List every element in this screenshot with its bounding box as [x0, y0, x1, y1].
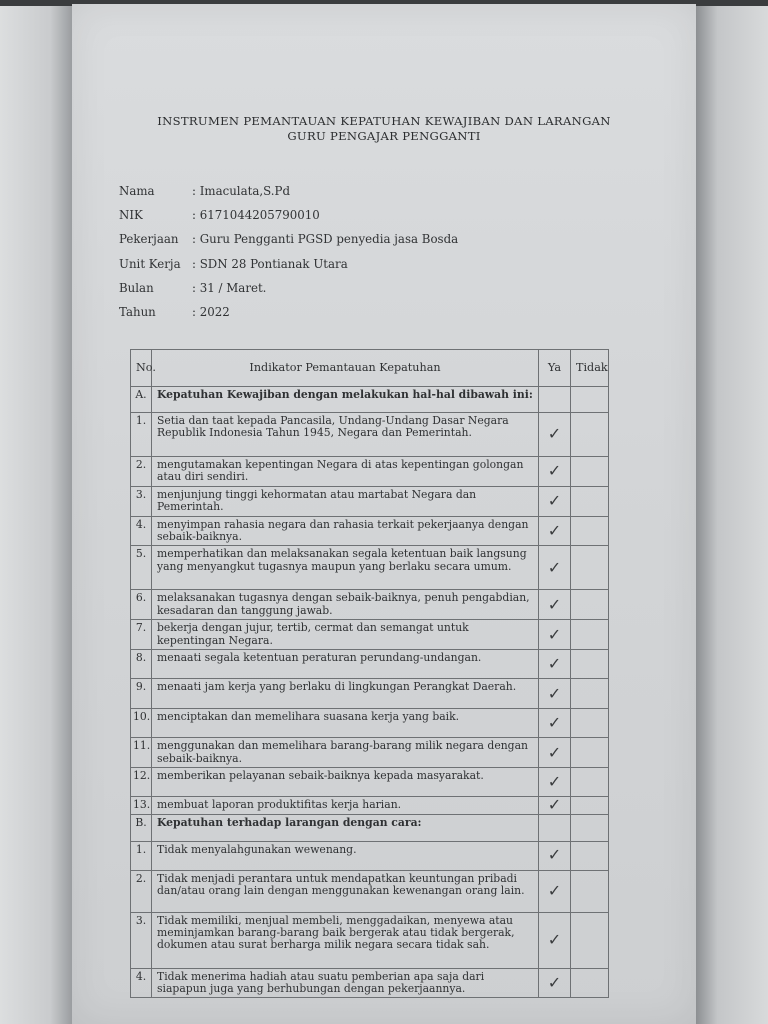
tidak-check [571, 620, 609, 650]
section-row [131, 387, 609, 413]
info-value: : 31 / Maret. [192, 280, 267, 295]
ya-check: ✓ [539, 738, 571, 768]
tidak-check [571, 738, 609, 768]
monitoring-table [130, 349, 609, 998]
table-row [131, 486, 609, 516]
info-value: : SDN 28 Pontianak Utara [192, 256, 348, 271]
background-right [696, 0, 768, 1024]
identity-info [119, 184, 639, 329]
indicator-text: Kepatuhan Kewajiban dengan melakukan hal-hal dibawah ini: [152, 387, 539, 413]
tidak-check [571, 968, 609, 998]
table-row [131, 841, 609, 870]
indicator-text: memberikan pelayanan sebaik-baiknya kepada masyarakat. [152, 768, 539, 797]
indicator-text: melaksanakan tugasnya dengan sebaik-baiknya, penuh pengabdian, kesadaran dan tanggung jawab. [152, 590, 539, 620]
row-number: 6. [131, 590, 152, 620]
indicator-text: memperhatikan dan melaksanakan segala ketentuan baik langsung yang menyangkut tugasnya maupun yang berlaku secara umum. [152, 546, 539, 590]
monitoring-table-wrapper [130, 349, 609, 998]
table-row [131, 768, 609, 797]
row-number: 3. [131, 486, 152, 516]
row-number: A. [131, 387, 152, 413]
tidak-check [571, 546, 609, 590]
info-row [119, 305, 639, 329]
row-number: B. [131, 814, 152, 841]
ya-check: ✓ [539, 679, 571, 709]
table-body [131, 387, 609, 998]
info-row [119, 281, 639, 305]
table-row [131, 709, 609, 738]
info-row [119, 257, 639, 281]
section-row [131, 814, 609, 841]
indicator-text: Setia dan taat kepada Pancasila, Undang-Undang Dasar Negara Republik Indonesia Tahun 1945, Negara dan Pemerintah. [152, 413, 539, 457]
indicator-text: menaati jam kerja yang berlaku di lingkungan Perangkat Daerah. [152, 679, 539, 709]
table-row [131, 590, 609, 620]
table-row [131, 516, 609, 546]
indicator-text: bekerja dengan jujur, tertib, cermat dan semangat untuk kepentingan Negara. [152, 620, 539, 650]
table-row [131, 968, 609, 998]
info-label: Nama [119, 184, 155, 198]
ya-check: ✓ [539, 457, 571, 487]
indicator-text: Tidak memiliki, menjual membeli, menggadaikan, menyewa atau meminjamkan barang-barang baik bergerak atau tidak bergerak, dokumen atau surat berharga milik negara secara tidak sah. [152, 912, 539, 968]
info-value: : 2022 [192, 304, 230, 319]
ya-check: ✓ [539, 797, 571, 814]
ya-check: ✓ [539, 968, 571, 998]
background-left [0, 0, 72, 1024]
ya-check: ✓ [539, 620, 571, 650]
tidak-check [571, 650, 609, 679]
indicator-text: menggunakan dan memelihara barang-barang milik negara dengan sebaik-baiknya. [152, 738, 539, 768]
tidak-check [571, 814, 609, 841]
info-row [119, 208, 639, 232]
indicator-text: menciptakan dan memelihara suasana kerja yang baik. [152, 709, 539, 738]
row-number: 4. [131, 968, 152, 998]
ya-check: ✓ [539, 546, 571, 590]
table-row [131, 738, 609, 768]
row-number: 12. [131, 768, 152, 797]
ya-check: ✓ [539, 841, 571, 870]
ya-check: ✓ [539, 709, 571, 738]
tidak-check [571, 679, 609, 709]
tidak-check [571, 486, 609, 516]
row-number: 3. [131, 912, 152, 968]
ya-check: ✓ [539, 590, 571, 620]
tidak-check [571, 797, 609, 814]
info-row [119, 184, 639, 208]
tidak-check [571, 516, 609, 546]
table-row [131, 413, 609, 457]
indicator-text: menaati segala ketentuan peraturan perundang-undangan. [152, 650, 539, 679]
ya-check: ✓ [539, 516, 571, 546]
indicator-text: menyimpan rahasia negara dan rahasia terkait pekerjaanya dengan sebaik-baiknya. [152, 516, 539, 546]
ya-check: ✓ [539, 768, 571, 797]
tidak-check [571, 870, 609, 912]
table-row [131, 546, 609, 590]
info-value: : 6171044205790010 [192, 208, 320, 223]
row-number: 2. [131, 457, 152, 487]
row-number: 8. [131, 650, 152, 679]
header-tidak: Tidak [571, 350, 609, 387]
info-label: NIK [119, 208, 143, 223]
row-number: 11. [131, 738, 152, 768]
document-title-line1: INSTRUMEN PEMANTAUAN KEPATUHAN KEWAJIBAN DAN LARANGAN [157, 114, 611, 128]
row-number: 1. [131, 413, 152, 457]
info-value: : Imaculata,S.Pd [192, 184, 291, 198]
tidak-check [571, 590, 609, 620]
table-row [131, 457, 609, 487]
table-row [131, 912, 609, 968]
header-no: No. [131, 350, 152, 387]
row-number: 10. [131, 709, 152, 738]
table-header-row [131, 350, 609, 387]
indicator-text: Tidak menerima hadiah atau suatu pemberian apa saja dari siapapun juga yang berhubungan dengan pekerjaannya. [152, 968, 539, 998]
info-label: Pekerjaan [119, 232, 179, 247]
info-value: : Guru Pengganti PGSD penyedia jasa Bosda [192, 232, 459, 247]
row-number: 1. [131, 841, 152, 870]
tidak-check [571, 457, 609, 487]
ya-check: ✓ [539, 413, 571, 457]
ya-check: ✓ [539, 870, 571, 912]
info-label: Bulan [119, 280, 154, 295]
indicator-text: mengutamakan kepentingan Negara di atas kepentingan golongan atau diri sendiri. [152, 457, 539, 487]
tidak-check [571, 841, 609, 870]
tidak-check [571, 768, 609, 797]
row-number: 2. [131, 870, 152, 912]
header-ya: Ya [539, 350, 571, 387]
ya-check: ✓ [539, 486, 571, 516]
row-number: 9. [131, 679, 152, 709]
row-number: 13. [131, 797, 152, 814]
ya-check [539, 814, 571, 841]
info-row [119, 232, 639, 256]
table-row [131, 797, 609, 814]
indicator-text: membuat laporan produktifitas kerja harian. [152, 797, 539, 814]
ya-check: ✓ [539, 650, 571, 679]
table-row [131, 620, 609, 650]
ya-check: ✓ [539, 912, 571, 968]
row-number: 5. [131, 546, 152, 590]
indicator-text: Kepatuhan terhadap larangan dengan cara: [152, 814, 539, 841]
header-indicator: Indikator Pemantauan Kepatuhan [152, 350, 539, 387]
table-row [131, 679, 609, 709]
tidak-check [571, 912, 609, 968]
row-number: 7. [131, 620, 152, 650]
table-row [131, 650, 609, 679]
indicator-text: menjunjung tinggi kehormatan atau martabat Negara dan Pemerintah. [152, 486, 539, 516]
info-label: Tahun [119, 304, 156, 319]
tidak-check [571, 413, 609, 457]
info-label: Unit Kerja [119, 256, 181, 271]
indicator-text: Tidak menjadi perantara untuk mendapatkan keuntungan pribadi dan/atau orang lain dengan menggunakan kewenangan orang lain. [152, 870, 539, 912]
ya-check [539, 387, 571, 413]
tidak-check [571, 709, 609, 738]
tidak-check [571, 387, 609, 413]
row-number: 4. [131, 516, 152, 546]
document-title-line2: GURU PENGAJAR PENGGANTI [287, 129, 481, 143]
table-row [131, 870, 609, 912]
indicator-text: Tidak menyalahgunakan wewenang. [152, 841, 539, 870]
